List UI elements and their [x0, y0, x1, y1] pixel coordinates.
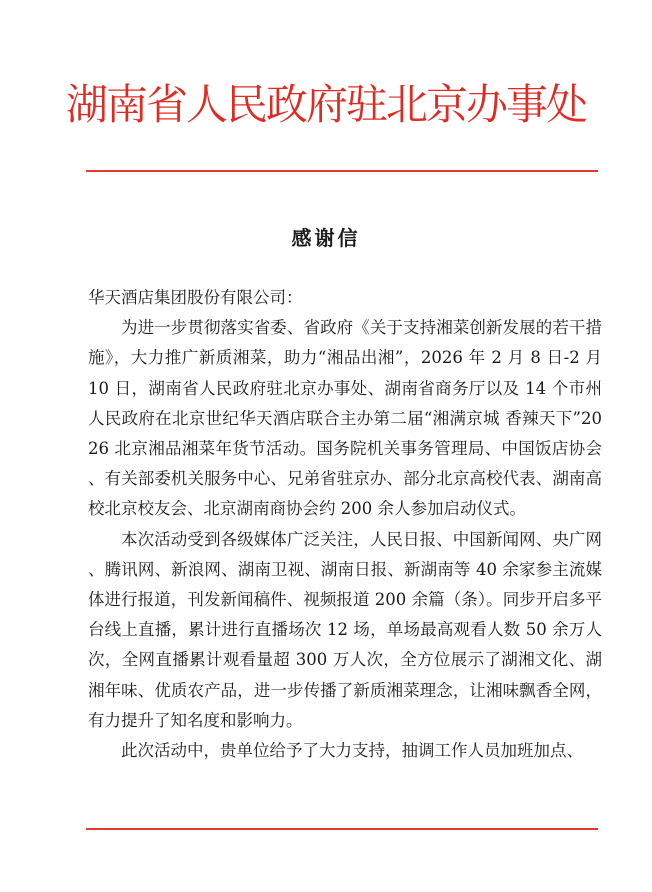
salutation: 华天酒店集团股份有限公司：: [88, 288, 303, 307]
header-red-rule: [86, 170, 598, 172]
letter-body: [88, 283, 602, 766]
body-paragraph-1: 为进一步贯彻落实省委、省政府《关于支持湘菜创新发展的若干措施》，大力推广新质湘菜，助力“湘品出湘”，2026 年 2 月 8 日-2 月 10 日，湖南省人民政府驻北京办事处、湖南省商务厅以及 14 个市州人民政府在北京世纪华天酒店联合主办第二届“湘满京城 香辣天下”2026 北京湘品湘菜年货节活动。国务院机关事务管理局、中国饭店协会、有关部委机关服务中心、兄弟省驻京办、部分北京高校代表、湖南高校北京校友会、北京湖南商协会约 200 余人参加启动仪式。: [88, 318, 602, 519]
footer-red-rule: [86, 828, 598, 830]
body-paragraph-2: 本次活动受到各级媒体广泛关注，人民日报、中国新闻网、央广网、腾讯网、新浪网、湖南卫视、湖南日报、新湖南等 40 余家参主流媒体进行报道，刊发新闻稿件、视频报道 200 余篇（条）。同步开启多平台线上直播，累计进行直播场次 12 场，单场最高观看人数 50 余万人次，全网直播累计观看量超 300 万人次，全方位展示了湖湘文化、湖湘年味、优质农产品，进一步传播了新质湘菜理念，让湘味飘香全网，有力提升了知名度和影响力。: [88, 529, 602, 730]
letter-title: 感谢信: [291, 226, 361, 250]
body-paragraph-3: 此次活动中，贵单位给予了大力支持，抽调工作人员加班加点、: [121, 741, 583, 761]
org-masthead: 湖南省人民政府驻北京办事处: [65, 80, 586, 129]
